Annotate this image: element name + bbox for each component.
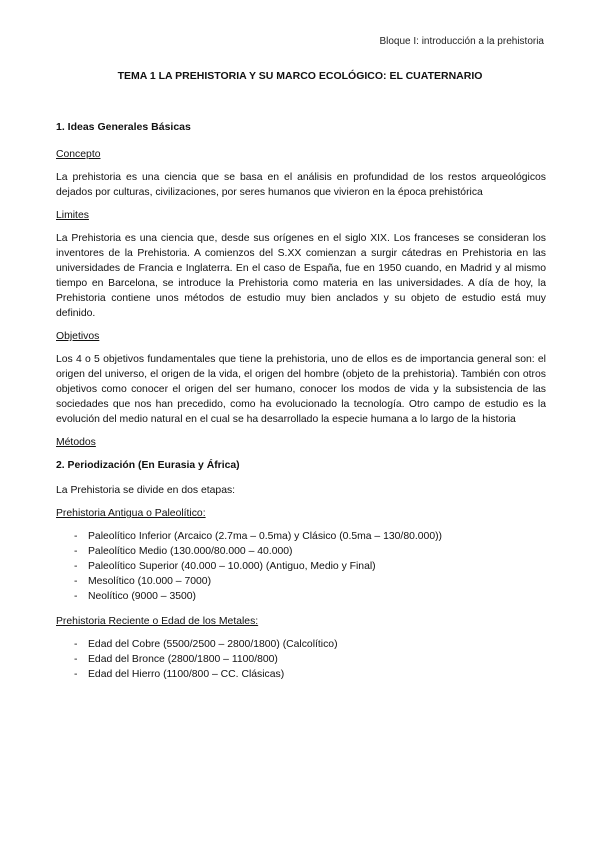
- list-item: - Edad del Cobre (5500/2500 – 2800/1800) (Calcolítico): [56, 637, 546, 652]
- page-title: TEMA 1 LA PREHISTORIA Y SU MARCO ECOLÓGICO: EL CUATERNARIO: [117, 70, 483, 82]
- list-item: - Paleolítico Medio (130.000/80.000 – 40.000): [56, 544, 546, 559]
- paragraph-objetivos: Los 4 o 5 objetivos fundamentales que tiene la prehistoria, uno de ellos es de importancia general son: el origen del universo, el origen de la vida, el origen del hombre (objeto de la prehistoria). También con otros objetivos como conocer el origen del ser humano, conocer los modos de vida y la subsistencia de las sociedades que nos han precedido, como ha evolucionado la tecnología. Otro campo de estudio es la evolución del medio natural en el cual se ha desarrollado la especie humana a lo largo de la historia: [56, 354, 546, 425]
- subheading-prehistoria-reciente: Prehistoria Reciente o Edad de los Metales:: [56, 616, 259, 627]
- list-item: - Mesolítico (10.000 – 7000): [56, 574, 546, 589]
- subheading-limites: Limites: [56, 210, 89, 221]
- section-heading-ideas: 1. Ideas Generales Básicas: [56, 121, 191, 133]
- list-prehistoria-antigua: [56, 529, 546, 604]
- paragraph-intro-etapas: La Prehistoria se divide en dos etapas:: [56, 485, 236, 496]
- list-prehistoria-reciente: [56, 637, 546, 682]
- running-header: Bloque I: introducción a la prehistoria: [379, 36, 544, 47]
- paragraph-concepto: La prehistoria es una ciencia que se basa en el análisis en profundidad de los restos arqueológicos dejados por culturas, civilizaciones, por seres humanos que vivieron en la época prehistórica: [56, 172, 546, 198]
- subheading-prehistoria-antigua: Prehistoria Antigua o Paleolítico:: [56, 508, 206, 519]
- section-heading-periodizacion: 2. Periodización (En Eurasia y África): [56, 460, 240, 471]
- paragraph-limites: La Prehistoria es una ciencia que, desde sus orígenes en el siglo XIX. Los franceses se consideran los inventores de la Prehistoria. A comienzos del S.XX comienzan a surgir cátedras en Prehistoria en las universidades de Francia e Inglaterra. En el caso de España, fue en 1950 cuando, en Madrid y al mismo tiempo en Barcelona, se introduce la Prehistoria como materia en las universidades. A día de hoy, la Prehistoria contiene unos métodos de estudio muy bien anclados y su objeto de estudio está muy definido.: [56, 233, 546, 319]
- list-item: - Edad del Hierro (1100/800 – CC. Clásicas): [56, 667, 546, 682]
- list-item: - Neolítico (9000 – 3500): [56, 589, 546, 604]
- list-item: - Paleolítico Superior (40.000 – 10.000) (Antiguo, Medio y Final): [56, 559, 546, 574]
- subheading-metodos: Métodos: [56, 437, 96, 448]
- list-item: - Edad del Bronce (2800/1800 – 1100/800): [56, 652, 546, 667]
- subheading-concepto: Concepto: [56, 149, 101, 160]
- subheading-objetivos: Objetivos: [56, 331, 100, 342]
- list-item: - Paleolítico Inferior (Arcaico (2.7ma – 0.5ma) y Clásico (0.5ma – 130/80.000)): [56, 529, 546, 544]
- document-body: [56, 120, 546, 692]
